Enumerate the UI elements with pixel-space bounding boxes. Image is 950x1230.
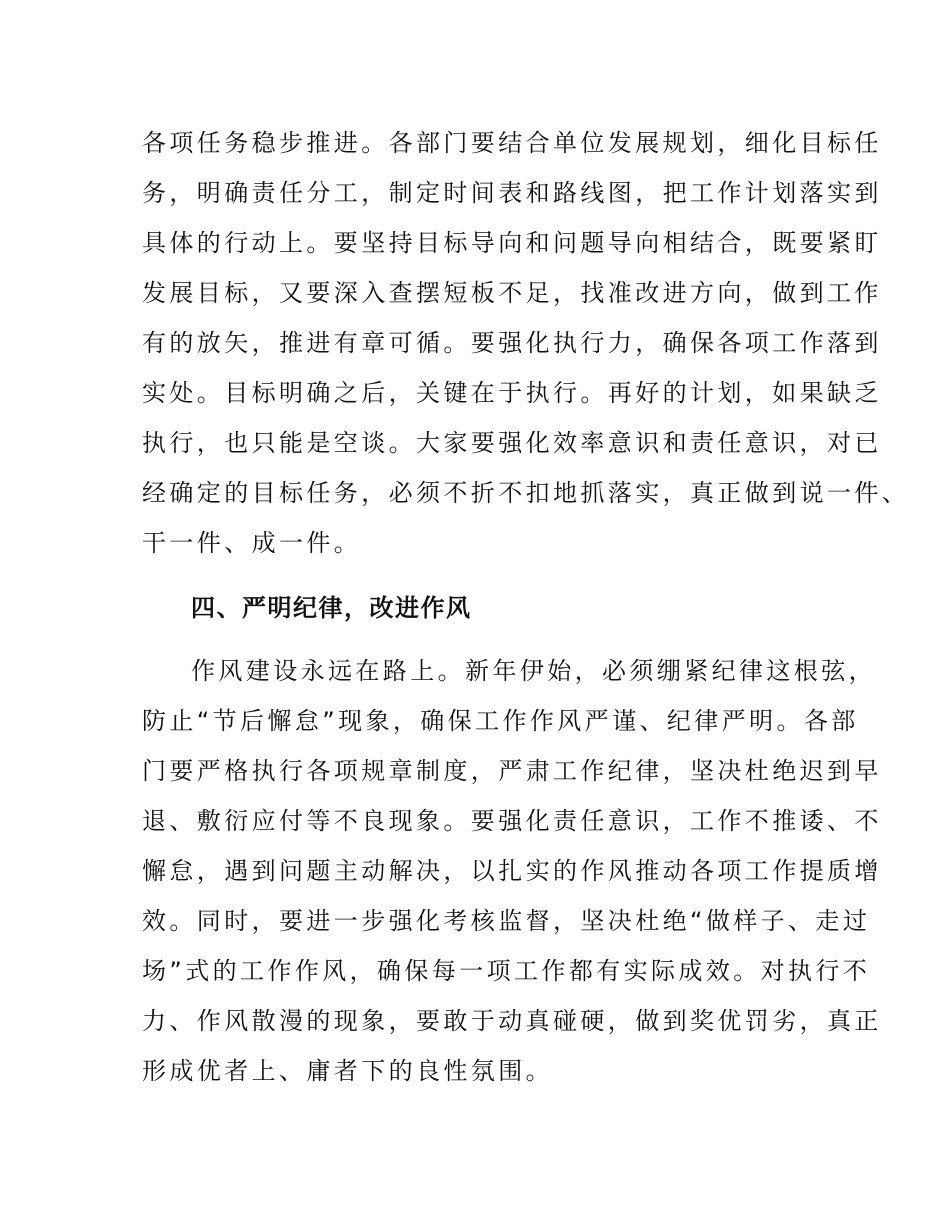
paragraph-2-line-1: 作风建设永远在路上。新年伊始，必须绷紧纪律这根弦， [191, 657, 876, 685]
paragraph-1-line-6: 实处。目标明确之后，关键在于执行。再好的计划，如果缺乏 [142, 379, 882, 407]
paragraph-2-line-3: 门要严格执行各项规章制度，严肃工作纪律，坚决杜绝迟到早 [142, 757, 882, 785]
paragraph-1-line-2: 务，明确责任分工，制定时间表和路线图，把工作计划落实到 [142, 179, 882, 207]
paragraph-1-line-9: 干一件、成一件。 [142, 529, 362, 557]
paragraph-1-line-5: 有的放矢，推进有章可循。要强化执行力，确保各项工作落到 [142, 329, 882, 357]
paragraph-2-line-9: 形成优者上、庸者下的良性氛围。 [142, 1057, 553, 1085]
paragraph-2-line-7: 场”式的工作作风，确保每一项工作都有实际成效。对执行不 [142, 957, 871, 985]
section-heading: 四、严明纪律，改进作风 [191, 594, 472, 622]
paragraph-1-line-7: 执行，也只能是空谈。大家要强化效率意识和责任意识，对已 [142, 429, 882, 457]
paragraph-2-line-8: 力、作风散漫的现象，要敢于动真碰硬，做到奖优罚劣，真正 [142, 1007, 882, 1035]
paragraph-1-line-1: 各项任务稳步推进。各部门要结合单位发展规划，细化目标任 [142, 129, 882, 157]
paragraph-2-line-6: 效。同时，要进一步强化考核监督，坚决杜绝“做样子、走过 [142, 907, 871, 935]
paragraph-2-line-5: 懈怠，遇到问题主动解决，以扎实的作风推动各项工作提质增 [142, 857, 882, 885]
paragraph-2-line-2: 防止“节后懈怠”现象，确保工作作风严谨、纪律严明。各部 [142, 707, 859, 735]
paragraph-1-line-8: 经确定的目标任务，必须不折不扣地抓落实，真正做到说一件、 [142, 479, 910, 507]
paragraph-1-line-3: 具体的行动上。要坚持目标导向和问题导向相结合，既要紧盯 [142, 229, 882, 257]
paragraph-1-line-4: 发展目标，又要深入查摆短板不足，找准改进方向，做到工作 [142, 279, 882, 307]
paragraph-2-line-4: 退、敷衍应付等不良现象。要强化责任意识，工作不推诿、不 [142, 807, 882, 835]
